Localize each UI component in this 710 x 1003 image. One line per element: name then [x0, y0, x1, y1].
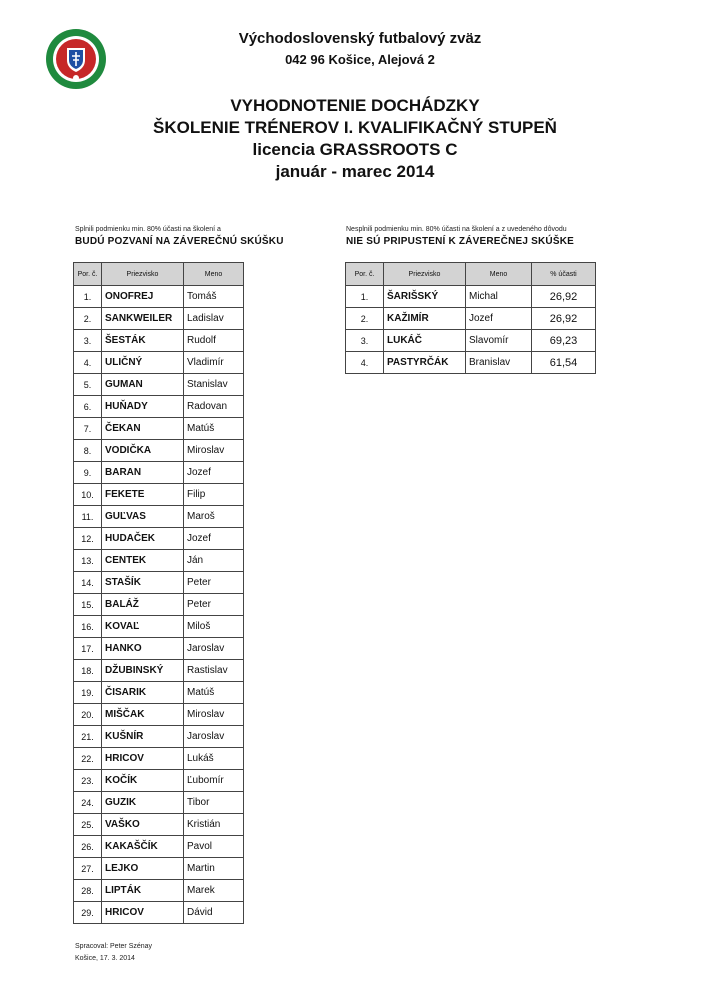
table-cell-fn: Dávid	[184, 902, 244, 924]
table-row	[74, 836, 244, 858]
table-row	[74, 594, 244, 616]
table-row	[74, 704, 244, 726]
table-cell-fn: Jozef	[466, 308, 532, 330]
table-cell-num: 23.	[74, 770, 102, 792]
failed-note: Nesplnili podmienku min. 80% účasti na školení a z uvedeného dôvodu	[346, 226, 567, 233]
table-cell-sur: KUŠNÍR	[102, 726, 184, 748]
table-cell-fn: Rastislav	[184, 660, 244, 682]
table-row	[74, 308, 244, 330]
table-cell-fn: Jozef	[184, 462, 244, 484]
table-cell-sur: ŠARIŠSKÝ	[384, 286, 466, 308]
table-cell-num: 20.	[74, 704, 102, 726]
table-row	[74, 858, 244, 880]
table-row	[74, 396, 244, 418]
table-row	[74, 330, 244, 352]
table-cell-num: 19.	[74, 682, 102, 704]
table-row	[74, 660, 244, 682]
column-header: % účasti	[532, 263, 596, 286]
table-cell-sur: KOČÍK	[102, 770, 184, 792]
passed-heading: BUDÚ POZVANÍ NA ZÁVEREČNÚ SKÚŠKU	[75, 236, 284, 247]
table-cell-num: 12.	[74, 528, 102, 550]
org-name: Východoslovenský futbalový zväz	[238, 30, 482, 47]
table-row	[74, 902, 244, 924]
table-cell-sur: GUĽVAS	[102, 506, 184, 528]
table-cell-fn: Marek	[184, 880, 244, 902]
table-row	[346, 286, 596, 308]
table-row	[74, 770, 244, 792]
table-cell-num: 17.	[74, 638, 102, 660]
table-cell-pct: 69,23	[532, 330, 596, 352]
column-header: Priezvisko	[102, 263, 184, 286]
table-cell-num: 25.	[74, 814, 102, 836]
org-address: 042 96 Košice, Alejová 2	[285, 52, 435, 67]
table-cell-num: 13.	[74, 550, 102, 572]
table-cell-fn: Matúš	[184, 418, 244, 440]
table-cell-num: 8.	[74, 440, 102, 462]
table-cell-fn: Pavol	[184, 836, 244, 858]
table-cell-fn: Tibor	[184, 792, 244, 814]
table-cell-num: 4.	[346, 352, 384, 374]
table-cell-num: 11.	[74, 506, 102, 528]
title-line: január - marec 2014	[275, 162, 435, 181]
table-cell-fn: Jaroslav	[184, 726, 244, 748]
failed-table	[345, 262, 596, 374]
table-cell-num: 15.	[74, 594, 102, 616]
document-title	[0, 95, 710, 183]
table-row	[346, 330, 596, 352]
table-cell-sur: DŽUBINSKÝ	[102, 660, 184, 682]
table-cell-num: 9.	[74, 462, 102, 484]
table-cell-num: 2.	[346, 308, 384, 330]
table-cell-fn: Maroš	[184, 506, 244, 528]
table-cell-sur: LEJKO	[102, 858, 184, 880]
table-cell-fn: Ján	[184, 550, 244, 572]
table-cell-sur: GUMAN	[102, 374, 184, 396]
table-row	[74, 462, 244, 484]
table-cell-sur: VAŠKO	[102, 814, 184, 836]
table-cell-fn: Peter	[184, 594, 244, 616]
table-cell-num: 24.	[74, 792, 102, 814]
table-row	[74, 528, 244, 550]
table-cell-sur: KOVAĽ	[102, 616, 184, 638]
table-cell-fn: Martin	[184, 858, 244, 880]
table-cell-num: 6.	[74, 396, 102, 418]
table-cell-fn: Radovan	[184, 396, 244, 418]
table-cell-pct: 26,92	[532, 308, 596, 330]
table-cell-num: 2.	[74, 308, 102, 330]
table-row	[74, 352, 244, 374]
table-cell-fn: Jozef	[184, 528, 244, 550]
column-header: Por. č.	[74, 263, 102, 286]
table-cell-sur: HUDAČEK	[102, 528, 184, 550]
table-cell-fn: Ladislav	[184, 308, 244, 330]
table-cell-sur: HRICOV	[102, 902, 184, 924]
table-cell-num: 1.	[74, 286, 102, 308]
table-cell-fn: Miloš	[184, 616, 244, 638]
passed-table	[73, 262, 244, 924]
table-cell-sur: ŠESTÁK	[102, 330, 184, 352]
column-header: Por. č.	[346, 263, 384, 286]
table-cell-fn: Ľubomír	[184, 770, 244, 792]
table-row	[74, 506, 244, 528]
table-cell-fn: Miroslav	[184, 440, 244, 462]
table-cell-fn: Filip	[184, 484, 244, 506]
prepared-by: Spracoval: Peter Szénay	[75, 943, 153, 950]
column-header: Meno	[466, 263, 532, 286]
table-cell-num: 18.	[74, 660, 102, 682]
table-row	[74, 616, 244, 638]
title-line: VYHODNOTENIE DOCHÁDZKY	[230, 96, 480, 115]
table-cell-sur: LIPTÁK	[102, 880, 184, 902]
title-line: ŠKOLENIE TRÉNEROV I. KVALIFIKAČNÝ STUPEŇ	[153, 118, 557, 137]
failed-heading: NIE SÚ PRIPUSTENÍ K ZÁVEREČNEJ SKÚŠKE	[346, 236, 574, 247]
table-cell-sur: STAŠÍK	[102, 572, 184, 594]
table-cell-sur: SANKWEILER	[102, 308, 184, 330]
table-cell-sur: VODIČKA	[102, 440, 184, 462]
table-cell-num: 21.	[74, 726, 102, 748]
table-row	[74, 638, 244, 660]
table-cell-num: 1.	[346, 286, 384, 308]
table-row	[74, 682, 244, 704]
table-row	[74, 814, 244, 836]
table-cell-pct: 26,92	[532, 286, 596, 308]
table-row	[346, 352, 596, 374]
table-cell-fn: Michal	[466, 286, 532, 308]
table-cell-sur: BARAN	[102, 462, 184, 484]
table-cell-num: 14.	[74, 572, 102, 594]
table-cell-num: 28.	[74, 880, 102, 902]
table-cell-sur: GUZIK	[102, 792, 184, 814]
table-cell-fn: Slavomír	[466, 330, 532, 352]
place-date: Košice, 17. 3. 2014	[75, 955, 135, 962]
table-cell-sur: HUŇADY	[102, 396, 184, 418]
table-row	[74, 440, 244, 462]
table-cell-sur: ULIČNÝ	[102, 352, 184, 374]
table-cell-fn: Stanislav	[184, 374, 244, 396]
table-cell-fn: Tomáš	[184, 286, 244, 308]
table-cell-num: 22.	[74, 748, 102, 770]
table-row	[346, 308, 596, 330]
table-cell-num: 7.	[74, 418, 102, 440]
table-cell-num: 3.	[346, 330, 384, 352]
table-row	[74, 374, 244, 396]
table-cell-sur: KAKAŠČÍK	[102, 836, 184, 858]
table-cell-fn: Miroslav	[184, 704, 244, 726]
table-cell-num: 29.	[74, 902, 102, 924]
table-cell-num: 10.	[74, 484, 102, 506]
column-header: Priezvisko	[384, 263, 466, 286]
table-cell-num: 5.	[74, 374, 102, 396]
title-line: licencia GRASSROOTS C	[252, 140, 458, 159]
table-cell-num: 3.	[74, 330, 102, 352]
table-cell-num: 16.	[74, 616, 102, 638]
vsfz-logo-icon	[45, 28, 107, 90]
table-row	[74, 748, 244, 770]
table-cell-sur: LUKÁČ	[384, 330, 466, 352]
table-cell-sur: MIŠČAK	[102, 704, 184, 726]
column-header: Meno	[184, 263, 244, 286]
table-cell-sur: FEKETE	[102, 484, 184, 506]
table-cell-sur: BALÁŽ	[102, 594, 184, 616]
table-cell-fn: Vladimír	[184, 352, 244, 374]
passed-note: Splnili podmienku min. 80% účasti na školení a	[75, 226, 221, 233]
table-cell-sur: HANKO	[102, 638, 184, 660]
table-cell-sur: HRICOV	[102, 748, 184, 770]
table-cell-sur: ONOFREJ	[102, 286, 184, 308]
table-cell-fn: Kristián	[184, 814, 244, 836]
table-cell-num: 4.	[74, 352, 102, 374]
table-cell-fn: Peter	[184, 572, 244, 594]
table-cell-sur: PASTYRČÁK	[384, 352, 466, 374]
table-row	[74, 572, 244, 594]
table-cell-fn: Matúš	[184, 682, 244, 704]
table-row	[74, 792, 244, 814]
table-row	[74, 880, 244, 902]
table-cell-num: 27.	[74, 858, 102, 880]
table-header-row	[346, 263, 596, 286]
table-cell-sur: CENTEK	[102, 550, 184, 572]
table-cell-sur: KAŽIMÍR	[384, 308, 466, 330]
table-row	[74, 484, 244, 506]
table-cell-fn: Branislav	[466, 352, 532, 374]
table-cell-fn: Lukáš	[184, 748, 244, 770]
table-header-row	[74, 263, 244, 286]
table-cell-pct: 61,54	[532, 352, 596, 374]
table-cell-fn: Jaroslav	[184, 638, 244, 660]
table-row	[74, 550, 244, 572]
table-cell-fn: Rudolf	[184, 330, 244, 352]
table-cell-sur: ČISARIK	[102, 682, 184, 704]
table-cell-num: 26.	[74, 836, 102, 858]
table-row	[74, 286, 244, 308]
table-cell-sur: ČEKAN	[102, 418, 184, 440]
table-row	[74, 726, 244, 748]
table-row	[74, 418, 244, 440]
